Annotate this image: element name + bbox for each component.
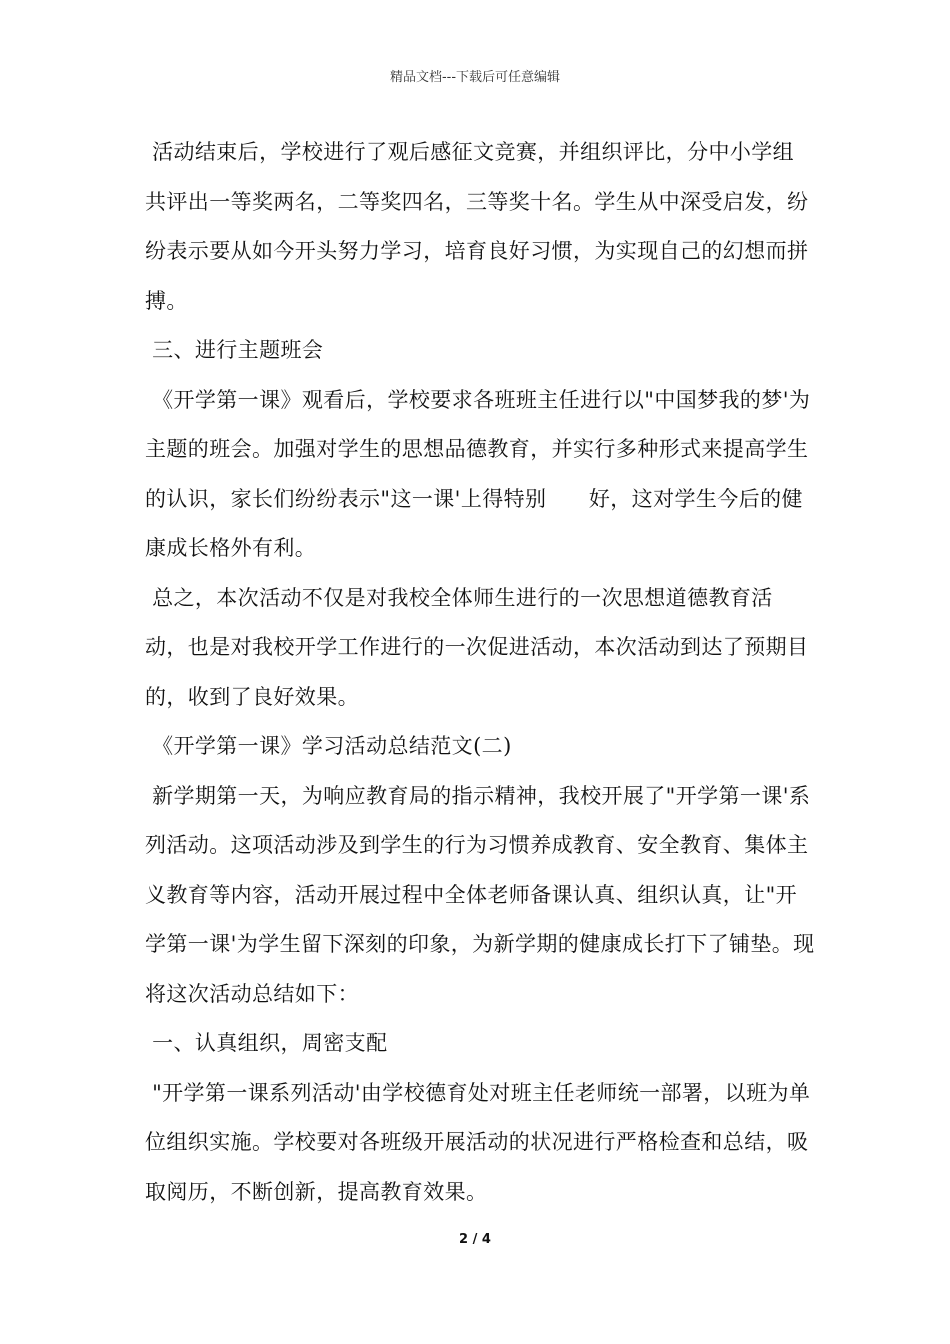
section-heading: 三、进行主题班会 <box>145 338 324 362</box>
paragraph: "开学第一课系列活动'由学校德育处对班主任老师统一部署，以班为单位组织实施。学校要对各班级开展活动的状况进行严格检查和总结，吸取阅历，不断创新，提高教育效果。 <box>145 1080 811 1204</box>
page-number: 2 / 4 <box>459 1232 491 1247</box>
page-header: 精品文档---下载后可任意编辑 <box>389 70 561 85</box>
paragraph: 《开学第一课》观看后，学校要求各班班主任进行以"中国梦我的梦'为主题的班会。加强对学生的思想品德教育，并实行多种形式来提高学生的认识，家长们纷纷表示"这一课'上得特别 好，这对学生今后的健康成长格外有利。 <box>145 387 811 560</box>
paragraph: 活动结束后，学校进行了观后感征文竞赛，并组织评比，分中小学组共评出一等奖两名，二等奖四名，三等奖十名。学生从中深受启发，纷纷表示要从如今开头努力学习，培育良好习惯，为实现自己的幻想而拼搏。 <box>145 140 809 313</box>
section-heading: 《开学第一课》学习活动总结范文(二) <box>145 734 512 758</box>
paragraph: 新学期第一天，为响应教育局的指示精神，我校开展了"开学第一课'系列活动。这项活动涉及到学生的行为习惯养成教育、安全教育、集体主义教育等内容，活动开展过程中全体老师备课认真、组织认真，让"开学第一课'为学生留下深刻的印象，为新学期的健康成长打下了铺垫。现将这次活动总结如下： <box>145 783 815 1006</box>
document-body <box>145 128 815 1217</box>
section-heading: 一、认真组织，周密支配 <box>145 1031 388 1055</box>
paragraph: 总之，本次活动不仅是对我校全体师生进行的一次思想道德教育活动，也是对我校开学工作进行的一次促进活动，本次活动到达了预期目的，收到了良好效果。 <box>145 585 809 709</box>
